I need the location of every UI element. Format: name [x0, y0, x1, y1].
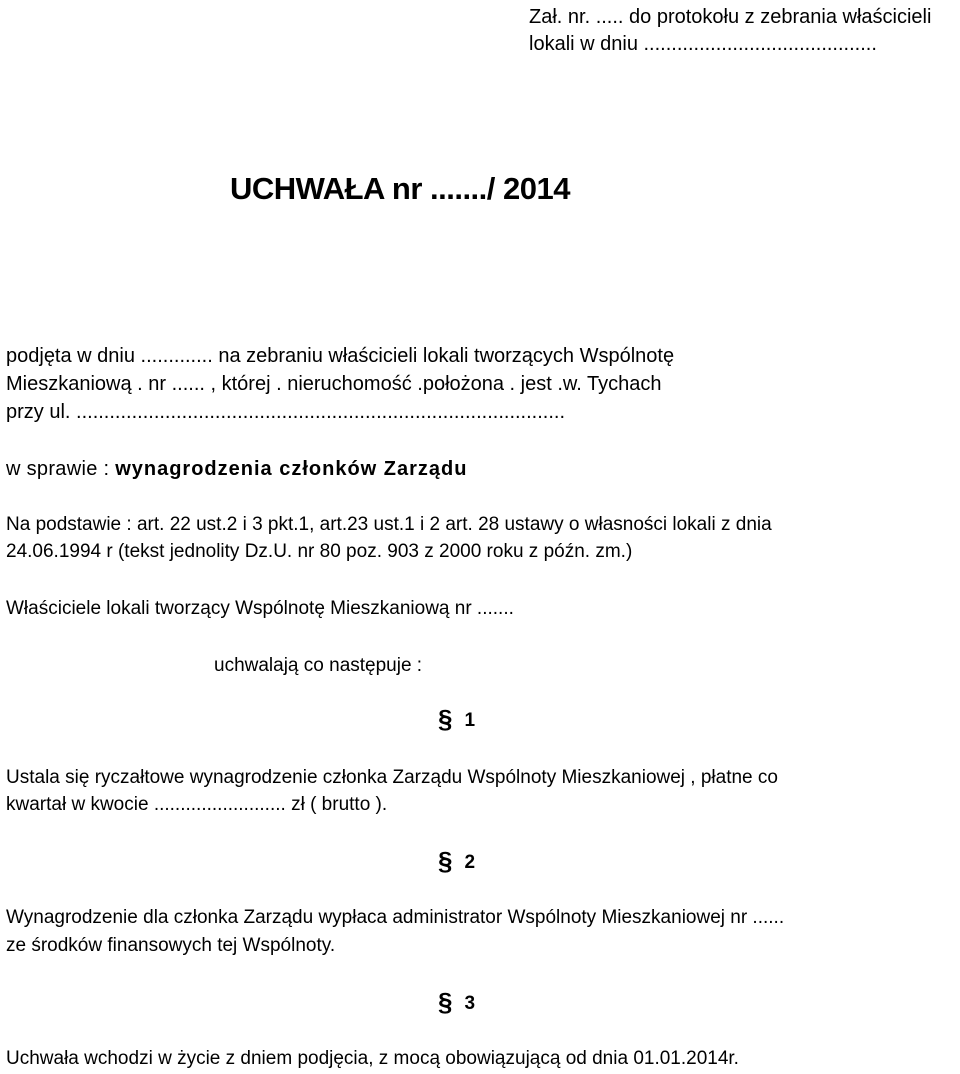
resolution-title: UCHWAŁA nr ......./ 2014: [230, 171, 570, 206]
section-1-line-2: kwartał w kwocie ......................... zł ( brutto ).: [6, 794, 388, 815]
section-3-line-1: Uchwała wchodzi w życie z dniem podjęcia, z mocą obowiązującą od dnia 01.01.2014r.: [6, 1048, 739, 1069]
intro-line-1: podjęta w dniu ............. na zebraniu właścicieli lokali tworzących Wspólnotę: [6, 345, 675, 367]
section-1-line-1: Ustala się ryczałtowe wynagrodzenie członka Zarządu Wspólnoty Mieszkaniowej , płatne co: [6, 767, 778, 788]
intro-line-3: przy ul. ........................................................................................: [6, 401, 566, 423]
section-number: 3: [464, 993, 476, 1014]
legal-basis-line-1: Na podstawie : art. 22 ust.2 i 3 pkt.1, art.23 ust.1 i 2 art. 28 ustawy o własności lokali z dnia: [6, 514, 772, 535]
attachment-header-line-2: lokali w dniu ..........................................: [529, 33, 877, 55]
subject-title: wynagrodzenia członków Zarządu: [115, 458, 468, 480]
section-2-line-2: ze środków finansowych tej Wspólnoty.: [6, 935, 336, 956]
intro-line-2: Mieszkaniową . nr ...... , której . nieruchomość .położona . jest .w. Tychach: [6, 373, 662, 395]
attachment-header-line-1: Zał. nr. ..... do protokołu z zebrania właścicieli: [529, 6, 932, 28]
section-number: 2: [464, 852, 476, 873]
subject-prefix: w sprawie :: [6, 458, 116, 480]
section-symbol: §: [438, 987, 453, 1017]
section-3-heading: [438, 989, 475, 1019]
section-2-heading: [438, 848, 475, 878]
section-1-heading: [438, 706, 475, 736]
section-number: 1: [464, 710, 476, 731]
owners-statement: Właściciele lokali tworzący Wspólnotę Mieszkaniową nr .......: [6, 598, 514, 619]
section-symbol: §: [438, 846, 453, 876]
section-symbol: §: [438, 704, 453, 734]
section-2-line-1: Wynagrodzenie dla członka Zarządu wypłaca administrator Wspólnoty Mieszkaniowej nr ......: [6, 907, 785, 928]
subject-line: [6, 456, 467, 482]
resolve-statement: uchwalają co następuje :: [214, 655, 423, 676]
legal-basis-line-2: 24.06.1994 r (tekst jednolity Dz.U. nr 80 poz. 903 z 2000 roku z późn. zm.): [6, 541, 633, 562]
